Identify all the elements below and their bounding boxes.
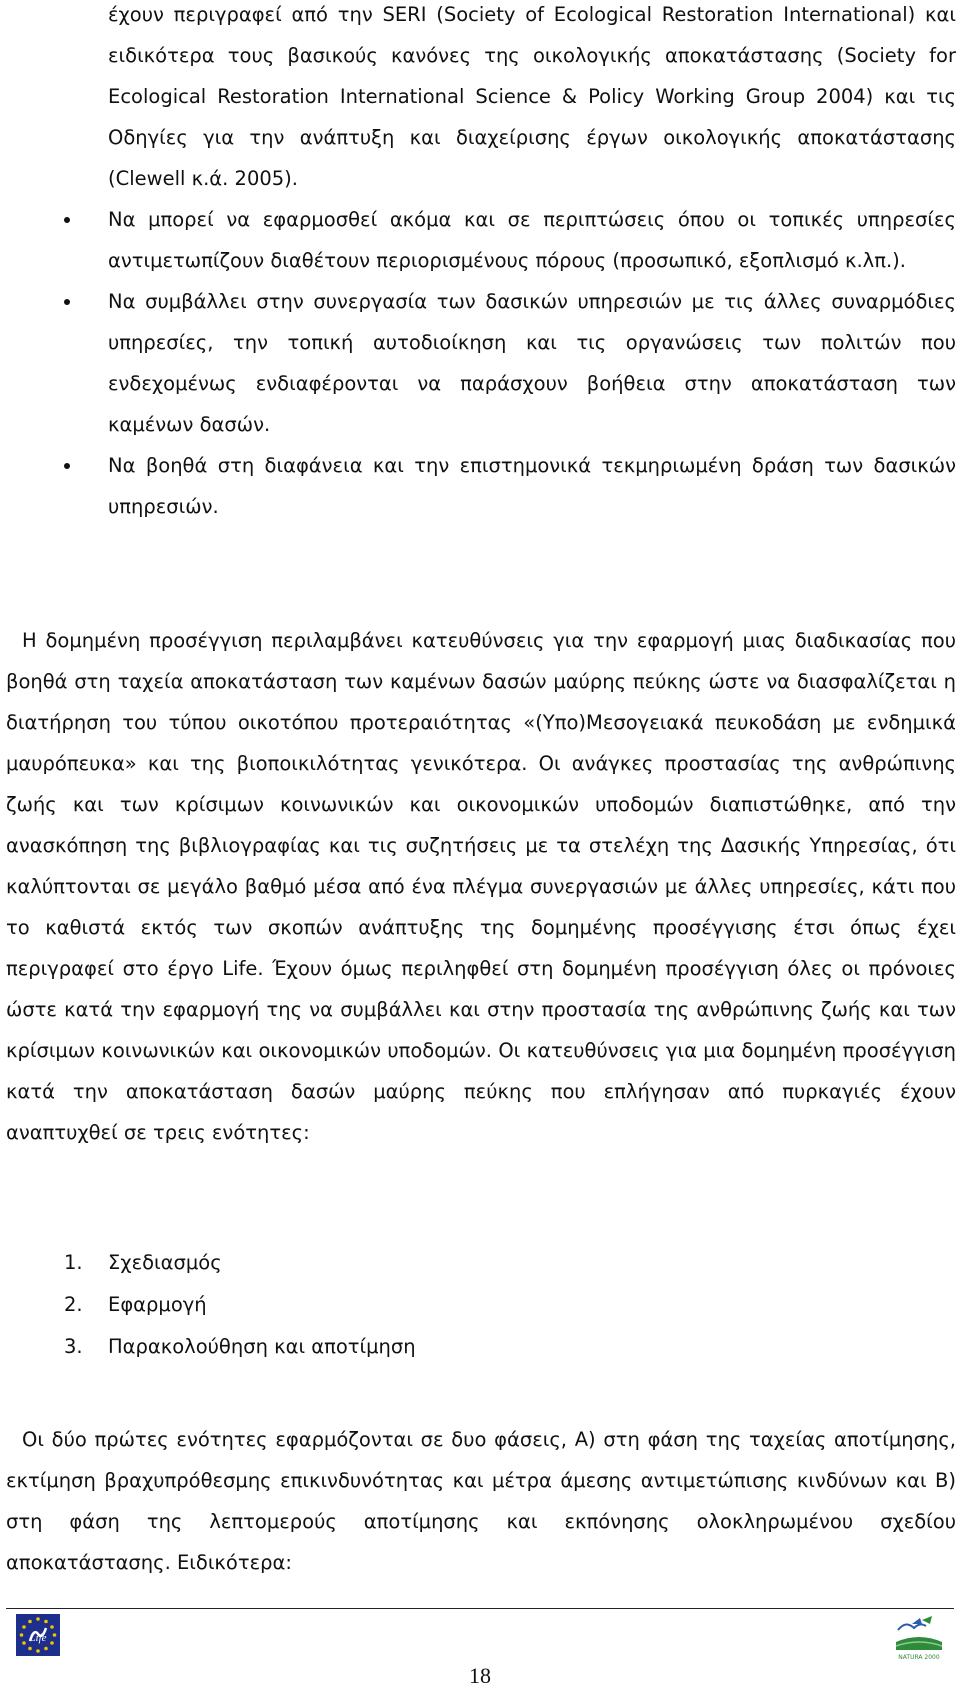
natura-logo-graphic (892, 1610, 946, 1662)
bullet-item: Να βοηθά στη διαφάνεια και την επιστημονικά τεκμηριωμένη δράση των δασικών υπηρεσιών. (64, 445, 956, 527)
bullet-item: Να μπορεί να εφαρμοσθεί ακόμα και σε περιπτώσεις όπου οι τοπικές υπηρεσίες αντιμετωπίζουν διαθέτουν περιορισμένους πόρους (προσωπικό, εξοπλισμό κ.λπ.). (64, 199, 956, 281)
natura-2000-logo (892, 1610, 946, 1662)
list-item-text: Εφαρμογή (108, 1293, 207, 1316)
numbered-list-item (64, 1284, 416, 1326)
page-number: 18 (469, 1663, 491, 1688)
footer-divider (6, 1608, 954, 1609)
list-item-text: Παρακολούθηση και αποτίμηση (108, 1335, 416, 1358)
bullet-item: Να συμβάλλει στην συνεργασία των δασικών υπηρεσιών με τις άλλες συναρμόδιες υπηρεσίες, την τοπική αυτοδιοίκηση και τις οργανώσεις των πολιτών που ενδεχομένως ενδιαφέρονται να παράσχουν βοήθεια στην αποκατάσταση των καμένων δασών. (64, 281, 956, 445)
life-logo-text: Life (29, 1632, 47, 1644)
life-logo-graphic (16, 1614, 60, 1656)
list-item-text: Σχεδιασμός (108, 1251, 222, 1274)
natura-logo-text: NATURA 2000 (898, 1654, 940, 1661)
list-number: 1. (64, 1251, 83, 1274)
list-number: 2. (64, 1293, 83, 1316)
body-paragraph: Η δομημένη προσέγγιση περιλαμβάνει κατευθύνσεις για την εφαρμογή μιας διαδικασίας που βοηθά στη ταχεία αποκατάσταση των καμένων δασών μαύρης πεύκης ώστε να διασφαλίζεται η διατήρηση του τύπου οικοτόπου προτεραιότητας «(Υπο)Μεσογειακά πευκοδάση με ενδημικά μαυρόπευκα» και της βιοποικιλότητας γενικότερα. Οι ανάγκες προστασίας της ανθρώπινης ζωής και των κρίσιμων κοινωνικών και οικονομικών υποδομών διαπιστώθηκε, από την ανασκόπηση της βιβλιογραφίας και τις συζητήσεις με τα στελέχη της Δασικής Υπηρεσίας, ότι καλύπτονται σε μεγάλο βαθμό μέσα από ένα πλέγμα συνεργασιών με άλλες υπηρεσίες, κάτι που το καθιστά εκτός των σκοπών ανάπτυξης της δομημένης προσέγγισης έτσι όπως έχει περιγραφεί στο έργο Life. Έχουν όμως περιληφθεί στη δομημένη προσέγγιση όλες οι πρόνοιες ώστε κατά την εφαρμογή της να συμβάλλει και στην προστασία της ανθρώπινης ζωής και των κρίσιμων κοινωνικών και οικονομικών υποδομών. Οι κατευθύνσεις για μια δομημένη προσέγγιση κατά την αποκατάσταση δασών μαύρης πεύκης που επλήγησαν από πυρκαγιές έχουν αναπτυχθεί σε τρεις ενότητες: (6, 629, 956, 1144)
bullet-section (64, 0, 956, 527)
body-paragraph: Οι δύο πρώτες ενότητες εφαρμόζονται σε δυο φάσεις, Α) στη φάση της ταχείας αποτίμησης, εκτίμηση βραχυπρόθεσμης επικινδυνότητας και μέτρα άμεσης αντιμετώπισης κινδύνων και Β) στη φάση της λεπτομερούς αποτίμησης και εκπόνησης ολοκληρωμένου σχεδίου αποκατάστασης. Ειδικότερα: (6, 1428, 956, 1574)
numbered-list (64, 1242, 416, 1368)
numbered-list-item (64, 1242, 416, 1284)
bullet-continuation-text: έχουν περιγραφεί από την SERI (Society of Ecological Restoration International) και ειδικότερα τους βασικούς κανόνες της οικολογικής αποκατάστασης (Society for Ecological Restoration International Science & Policy Working Group 2004) και τις Οδηγίες για την ανάπτυξη και διαχείρισης έργων οικολογικής αποκατάστασης (Clewell κ.ά. 2005). (108, 3, 956, 190)
list-number: 3. (64, 1335, 83, 1358)
life-logo (16, 1614, 60, 1656)
numbered-list-item (64, 1326, 416, 1368)
